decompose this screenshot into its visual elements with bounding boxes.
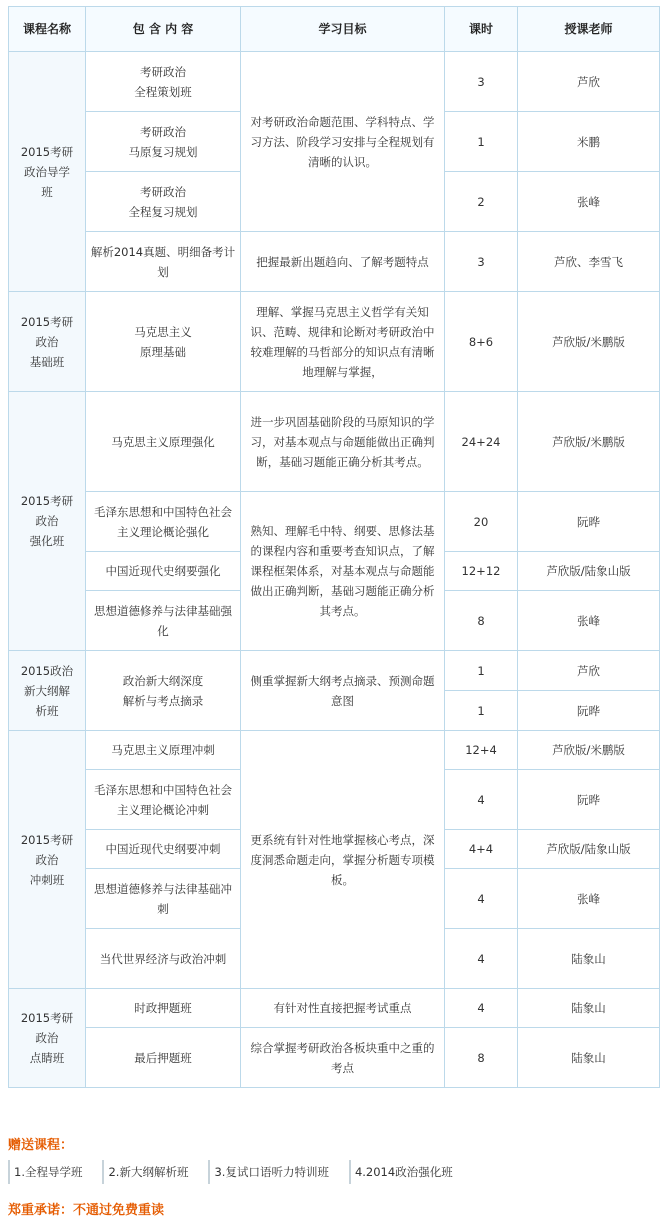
content-cell: 马克思主义 原理基础 [86, 292, 241, 392]
teacher-cell: 张峰 [518, 869, 660, 929]
content-cell: 马克思主义原理强化 [86, 392, 241, 492]
teacher-cell: 芦欣版/米鹏版 [518, 292, 660, 392]
goal-cell: 把握最新出题趋向、了解考题特点 [241, 232, 445, 292]
course-name-cell: 2015考研 政治 强化班 [9, 392, 86, 651]
content-cell: 中国近现代史纲要冲刺 [86, 830, 241, 869]
gift-course-list [8, 1160, 473, 1186]
content-cell: 毛泽东思想和中国特色社会主义理论概论强化 [86, 492, 241, 552]
course-name-cell: 2015政治 新大纲解 析班 [9, 651, 86, 731]
hours-cell: 4 [445, 929, 518, 989]
header-content: 包 含 内 容 [86, 7, 241, 52]
teacher-cell: 阮晔 [518, 770, 660, 830]
gift-courses-title: 赠送课程： [8, 1138, 74, 1153]
teacher-cell: 张峰 [518, 591, 660, 651]
content-cell: 思想道德修养与法律基础冲刺 [86, 869, 241, 929]
table-row [9, 292, 660, 392]
content-cell: 考研政治 全程策划班 [86, 52, 241, 112]
teacher-cell: 米鹏 [518, 112, 660, 172]
content-cell: 马克思主义原理冲刺 [86, 731, 241, 770]
table-row [9, 52, 660, 112]
course-name-cell: 2015考研 政治导学 班 [9, 52, 86, 292]
goal-cell: 对考研政治命题范围、学科特点、学习方法、阶段学习安排与全程规划有清晰的认识。 [241, 52, 445, 232]
table-header-row [9, 7, 660, 52]
goal-cell: 更系统有针对性地掌握核心考点，深度洞悉命题走向，掌握分析题专项模板。 [241, 731, 445, 989]
goal-cell: 综合掌握考研政治各板块重中之重的考点 [241, 1028, 445, 1088]
content-cell: 当代世界经济与政治冲刺 [86, 929, 241, 989]
table-row [9, 989, 660, 1028]
table-row [9, 1028, 660, 1088]
course-name-cell: 2015考研 政治 点睛班 [9, 989, 86, 1088]
gift-course-item: 1.全程导学班 [8, 1160, 94, 1184]
course-name-cell: 2015考研 政治 基础班 [9, 292, 86, 392]
goal-cell: 进一步巩固基础阶段的马原知识的学习，对基本观点与命题能做出正确判断，基础习题能正确分析其考点。 [241, 392, 445, 492]
content-cell: 解析2014真题、明细备考计划 [86, 232, 241, 292]
hours-cell: 1 [445, 112, 518, 172]
table-row [9, 492, 660, 552]
header-teacher: 授课老师 [518, 7, 660, 52]
teacher-cell: 芦欣版/米鹏版 [518, 392, 660, 492]
teacher-cell: 芦欣版/陆象山版 [518, 552, 660, 591]
header-hours: 课时 [445, 7, 518, 52]
promise-text: 郑重承诺：不通过免费重读 [8, 1203, 165, 1218]
hours-cell: 1 [445, 691, 518, 731]
content-cell: 考研政治 马原复习规划 [86, 112, 241, 172]
content-cell: 思想道德修养与法律基础强化 [86, 591, 241, 651]
hours-cell: 8+6 [445, 292, 518, 392]
teacher-cell: 阮晔 [518, 492, 660, 552]
content-cell: 考研政治 全程复习规划 [86, 172, 241, 232]
hours-cell: 3 [445, 232, 518, 292]
goal-cell: 理解、掌握马克思主义哲学有关知识、范畴、规律和论断对考研政治中较难理解的马哲部分的知识点有清晰地理解与掌握， [241, 292, 445, 392]
teacher-cell: 芦欣、李雪飞 [518, 232, 660, 292]
teacher-cell: 芦欣版/米鹏版 [518, 731, 660, 770]
hours-cell: 12+12 [445, 552, 518, 591]
table-row [9, 392, 660, 492]
content-cell: 毛泽东思想和中国特色社会主义理论概论冲刺 [86, 770, 241, 830]
teacher-cell: 芦欣 [518, 651, 660, 691]
hours-cell: 8 [445, 591, 518, 651]
gift-course-item: 3.复试口语听力特训班 [208, 1160, 340, 1184]
course-name-cell: 2015考研 政治 冲刺班 [9, 731, 86, 989]
gift-course-item: 4.2014政治强化班 [349, 1160, 465, 1184]
hours-cell: 20 [445, 492, 518, 552]
table-row [9, 232, 660, 292]
teacher-cell: 陆象山 [518, 989, 660, 1028]
gift-course-item: 2.新大纲解析班 [102, 1160, 200, 1184]
teacher-cell: 芦欣版/陆象山版 [518, 830, 660, 869]
goal-cell: 熟知、理解毛中特、纲要、思修法基的课程内容和重要考查知识点，了解课程框架体系，对基本观点与命题能做出正确判断，基础习题能正确分析其考点。 [241, 492, 445, 651]
goal-cell: 侧重掌握新大纲考点摘录、预测命题意图 [241, 651, 445, 731]
teacher-cell: 陆象山 [518, 929, 660, 989]
course-table [8, 6, 660, 1088]
teacher-cell: 阮晔 [518, 691, 660, 731]
teacher-cell: 芦欣 [518, 52, 660, 112]
content-cell: 最后押题班 [86, 1028, 241, 1088]
content-cell: 中国近现代史纲要强化 [86, 552, 241, 591]
hours-cell: 4 [445, 770, 518, 830]
table-row [9, 651, 660, 691]
content-cell: 时政押题班 [86, 989, 241, 1028]
hours-cell: 3 [445, 52, 518, 112]
hours-cell: 2 [445, 172, 518, 232]
goal-cell: 有针对性直接把握考试重点 [241, 989, 445, 1028]
hours-cell: 24+24 [445, 392, 518, 492]
hours-cell: 8 [445, 1028, 518, 1088]
hours-cell: 4 [445, 989, 518, 1028]
hours-cell: 12+4 [445, 731, 518, 770]
content-cell: 政治新大纲深度 解析与考点摘录 [86, 651, 241, 731]
hours-cell: 1 [445, 651, 518, 691]
hours-cell: 4 [445, 869, 518, 929]
header-goal: 学习目标 [241, 7, 445, 52]
teacher-cell: 张峰 [518, 172, 660, 232]
header-course-name: 课程名称 [9, 7, 86, 52]
table-row [9, 731, 660, 770]
teacher-cell: 陆象山 [518, 1028, 660, 1088]
table-body [9, 52, 660, 1088]
hours-cell: 4+4 [445, 830, 518, 869]
